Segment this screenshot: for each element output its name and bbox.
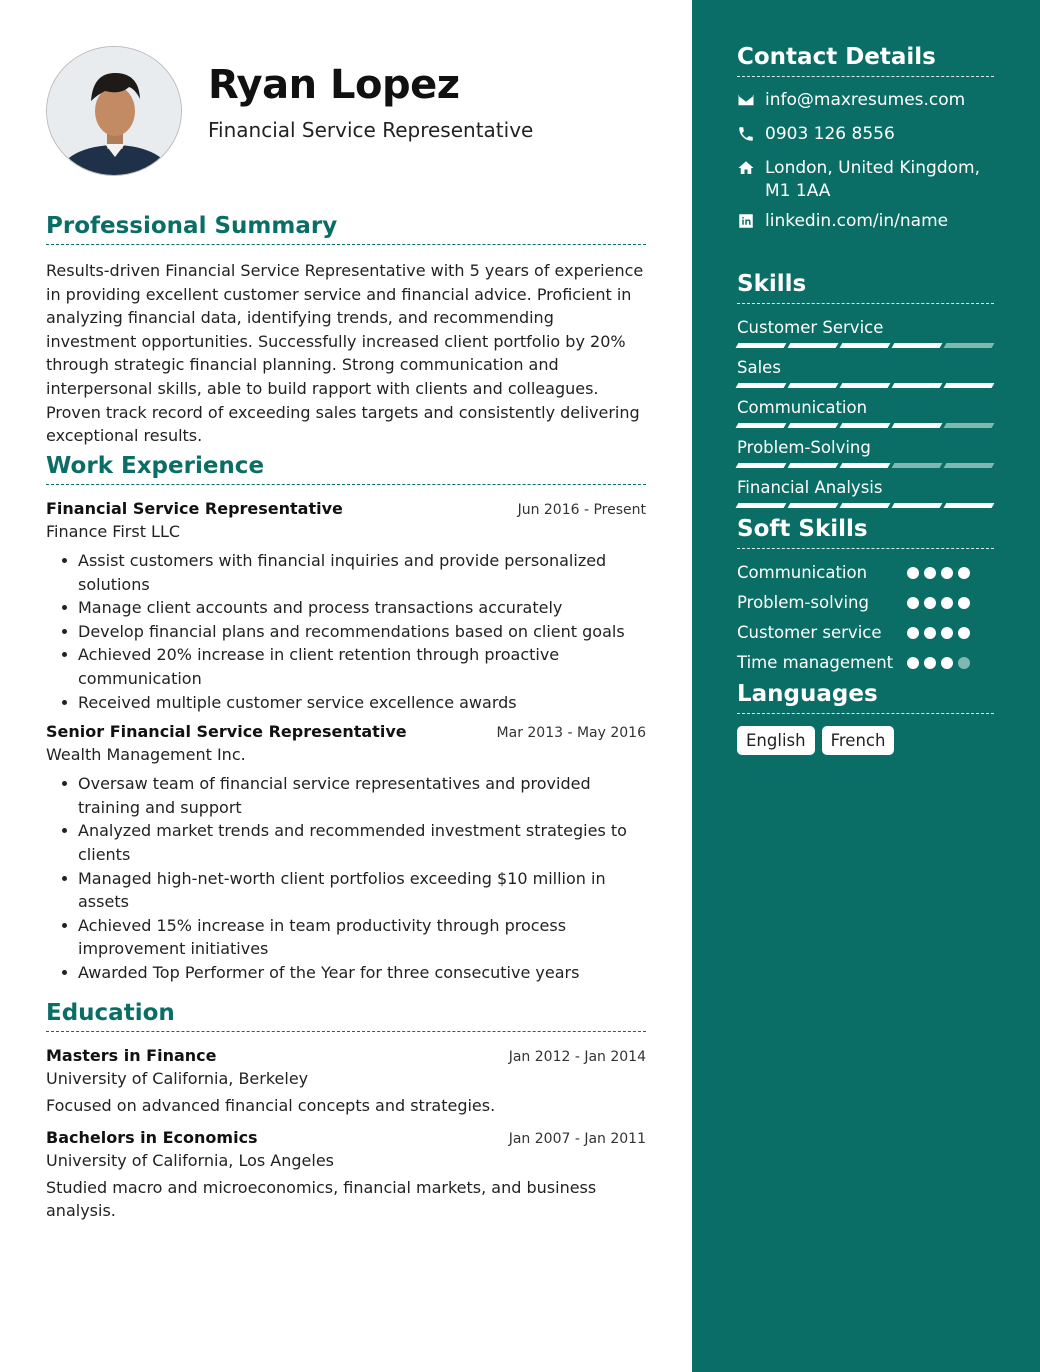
soft-skill-dot [941, 567, 953, 579]
job-bullet: Manage client accounts and process transactions accurately [78, 596, 646, 620]
email-text: info@maxresumes.com [765, 90, 966, 110]
skill-name: Communication [737, 398, 868, 417]
phone-text: 0903 126 8556 [765, 124, 895, 144]
soft-skill-dot [907, 567, 919, 579]
soft-skill-dots [907, 651, 970, 669]
skill-level-bar [737, 383, 994, 388]
soft-skill-name: Time management [737, 653, 894, 672]
soft-skill-dot [907, 657, 919, 669]
job-bullet: Analyzed market trends and recommended investment strategies to clients [78, 819, 646, 866]
skill-level-segment [944, 383, 995, 388]
skill-level-segment [944, 423, 995, 428]
skill-level-segment [788, 503, 839, 508]
home-icon [737, 157, 765, 184]
skill-item [737, 396, 994, 428]
skill-name: Financial Analysis [737, 478, 883, 497]
languages-list [737, 726, 994, 755]
degree: Bachelors in Economics [46, 1127, 258, 1147]
sidebar [692, 0, 1040, 1372]
skill-level-segment [944, 343, 995, 348]
job-bullet: Managed high-net-worth client portfolios exceeding $10 million in assets [78, 867, 646, 914]
skill-level-segment [736, 463, 787, 468]
skill-level-bar [737, 503, 994, 508]
skill-level-segment [840, 343, 891, 348]
work-section [46, 453, 646, 993]
skill-level-segment [944, 503, 995, 508]
skill-level-segment [840, 423, 891, 428]
skill-level-segment [736, 503, 787, 508]
skill-item [737, 316, 994, 348]
education-date: Jan 2007 - Jan 2011 [508, 1130, 646, 1147]
job-bullet: Develop financial plans and recommendations based on client goals [78, 620, 646, 644]
skill-level-segment [892, 343, 943, 348]
soft-skills-title: Soft Skills [737, 516, 994, 549]
job-bullets [46, 772, 646, 984]
job-entry [46, 499, 646, 714]
skill-level-segment [892, 503, 943, 508]
language-tag: French [822, 726, 895, 755]
skills-title: Skills [737, 271, 994, 304]
soft-skill-dot [924, 597, 936, 609]
job-company: Finance First LLC [46, 522, 181, 541]
skills-list [737, 316, 994, 508]
soft-skill-dot [907, 627, 919, 639]
soft-skill-dots [907, 621, 970, 639]
skill-level-segment [944, 463, 995, 468]
soft-skill-dot [924, 627, 936, 639]
soft-skill-dots [907, 561, 970, 579]
job-bullets [46, 549, 646, 714]
soft-skill-dot [924, 657, 936, 669]
job-date: Mar 2013 - May 2016 [496, 725, 646, 742]
soft-skill-dots [907, 591, 970, 609]
contact-title: Contact Details [737, 44, 994, 77]
education-entry [46, 1046, 646, 1118]
linkedin-icon [737, 210, 765, 237]
skill-level-segment [788, 383, 839, 388]
soft-skills-list [737, 561, 994, 674]
contact-list [737, 89, 994, 237]
job-title: Senior Financial Service Representative [46, 722, 407, 742]
phone-icon [737, 123, 765, 150]
job-entry [46, 722, 646, 984]
skill-item [737, 436, 994, 468]
skill-level-segment [736, 343, 787, 348]
languages-title: Languages [737, 681, 994, 714]
skill-level-segment [788, 423, 839, 428]
linkedin-text: linkedin.com/in/name [765, 211, 949, 231]
job-bullet: Oversaw team of financial service representatives and provided training and support [78, 772, 646, 819]
work-title: Work Experience [46, 453, 646, 485]
address-text: London, United Kingdom, M1 1AA [765, 158, 980, 201]
job-bullet: Achieved 20% increase in client retention through proactive communication [78, 643, 646, 690]
soft-skill-item [737, 651, 994, 674]
avatar [46, 46, 182, 176]
job-title: Financial Service Representative [46, 499, 343, 518]
skill-name: Customer Service [737, 318, 884, 337]
skill-level-segment [892, 463, 943, 468]
job-bullet: Assist customers with financial inquiries and provide personalized solutions [78, 549, 646, 596]
education-section [46, 1000, 646, 1233]
skill-item [737, 476, 994, 508]
school: University of California, Berkeley [46, 1069, 309, 1088]
profile-photo [47, 47, 182, 176]
education-entry [46, 1128, 646, 1223]
skill-name: Problem-Solving [737, 438, 871, 457]
contact-address [737, 157, 994, 203]
soft-skill-name: Customer service [737, 623, 882, 642]
job-bullet: Received multiple customer service excellence awards [78, 691, 646, 715]
degree: Masters in Finance [46, 1046, 217, 1065]
envelope-icon [737, 89, 765, 116]
job-date: Jun 2016 - Present [517, 502, 646, 518]
skill-name: Sales [737, 358, 781, 377]
soft-skill-dot [941, 597, 953, 609]
skill-level-segment [736, 423, 787, 428]
soft-skill-dot [958, 657, 970, 669]
job-company: Wealth Management Inc. [46, 745, 246, 765]
soft-skill-item [737, 561, 994, 584]
summary-title: Professional Summary [46, 213, 646, 245]
soft-skill-dot [907, 597, 919, 609]
contact-phone[interactable] [737, 123, 994, 150]
candidate-role: Financial Service Representative [208, 118, 534, 142]
skill-level-bar [737, 423, 994, 428]
candidate-name: Ryan Lopez [208, 62, 460, 108]
soft-skill-name: Problem-solving [737, 593, 869, 612]
skill-item [737, 356, 994, 388]
education-desc: Focused on advanced financial concepts and strategies. [46, 1096, 496, 1115]
contact-linkedin[interactable] [737, 210, 994, 237]
school: University of California, Los Angeles [46, 1150, 335, 1170]
soft-skill-dot [924, 567, 936, 579]
soft-skill-item [737, 591, 994, 614]
summary-text: Results-driven Financial Service Representative with 5 years of experience in providing excellent customer service and financial advice. Proficient in analyzing financial data, identifying trends, and recommending investment opportunities. Successfully increased client portfolio by 20% through strategic financial planning. Strong communication and interpersonal skills, able to build rapport with clients and colleagues. Proven track record of exceeding sales targets and consistently delivering exceptional results. [46, 261, 644, 446]
soft-skill-name: Communication [737, 563, 868, 582]
skill-level-segment [840, 383, 891, 388]
skill-level-segment [892, 383, 943, 388]
job-bullet: Awarded Top Performer of the Year for three consecutive years [78, 961, 646, 985]
skill-level-segment [788, 463, 839, 468]
soft-skill-item [737, 621, 994, 644]
skill-level-segment [840, 463, 891, 468]
job-bullet: Achieved 15% increase in team productivity through process improvement initiatives [78, 914, 646, 961]
summary-section [46, 213, 646, 448]
skill-level-segment [736, 383, 787, 388]
soft-skill-dot [941, 657, 953, 669]
skill-level-bar [737, 463, 994, 468]
soft-skill-dot [958, 627, 970, 639]
contact-email[interactable] [737, 89, 994, 116]
language-tag: English [737, 726, 815, 755]
soft-skill-dot [958, 597, 970, 609]
education-title: Education [46, 1000, 646, 1032]
skill-level-segment [840, 503, 891, 508]
soft-skill-dot [941, 627, 953, 639]
skill-level-segment [892, 423, 943, 428]
education-date: Jan 2012 - Jan 2014 [508, 1049, 646, 1065]
skill-level-bar [737, 343, 994, 348]
soft-skill-dot [958, 567, 970, 579]
skill-level-segment [788, 343, 839, 348]
education-desc: Studied macro and microeconomics, financial markets, and business analysis. [46, 1177, 597, 1221]
